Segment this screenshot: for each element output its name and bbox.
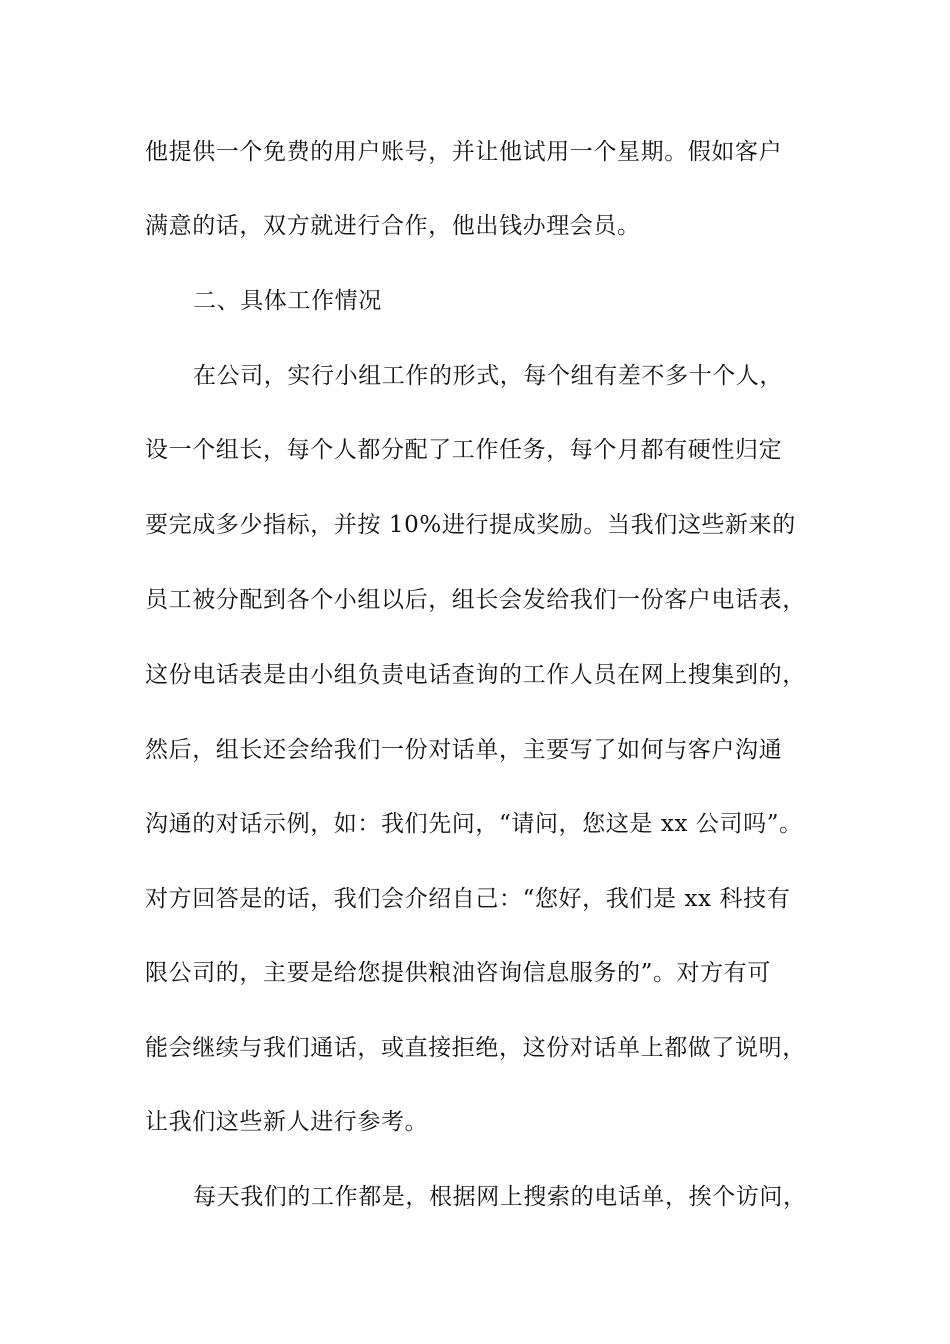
text-line: 能会继续与我们通话，或直接拒绝，这份对话单上都做了说明， (145, 1035, 806, 1061)
text-line: 设一个组长，每个人都分配了工作任务，每个月都有硬性归定 (145, 437, 783, 463)
text-line: 要完成多少指标，并按 10%进行提成奖励。当我们这些新来的 (145, 512, 796, 538)
text-line: 满意的话，双方就进行合作，他出钱办理会员。 (145, 213, 641, 239)
text-line: 员工被分配到各个小组以后，组长会发给我们一份客户电话表， (145, 587, 806, 613)
text-line: 然后，组长还会给我们一份对话单，主要写了如何与客户沟通 (145, 737, 783, 763)
text-line: 这份电话表是由小组负责电话查询的工作人员在网上搜集到的， (145, 662, 806, 688)
text-line: 沟通的对话示例，如：我们先问，“请问，您这是 xx 公司吗”。 (145, 811, 803, 837)
paragraph-start: 在公司，实行小组工作的形式，每个组有差不多十个人， (193, 363, 783, 389)
text-line: 他提供一个免费的用户账号，并让他试用一个星期。假如客户 (145, 139, 783, 165)
paragraph-start: 每天我们的工作都是，根据网上搜索的电话单，挨个访问， (193, 1184, 807, 1210)
section-heading: 二、具体工作情况 (193, 288, 382, 314)
text-line: 限公司的，主要是给您提供粮油咨询信息服务的”。对方有可 (145, 960, 771, 986)
text-line: 让我们这些新人进行参考。 (145, 1109, 429, 1135)
text-line: 对方回答是的话，我们会介绍自己：“您好，我们是 xx 科技有 (145, 886, 791, 912)
